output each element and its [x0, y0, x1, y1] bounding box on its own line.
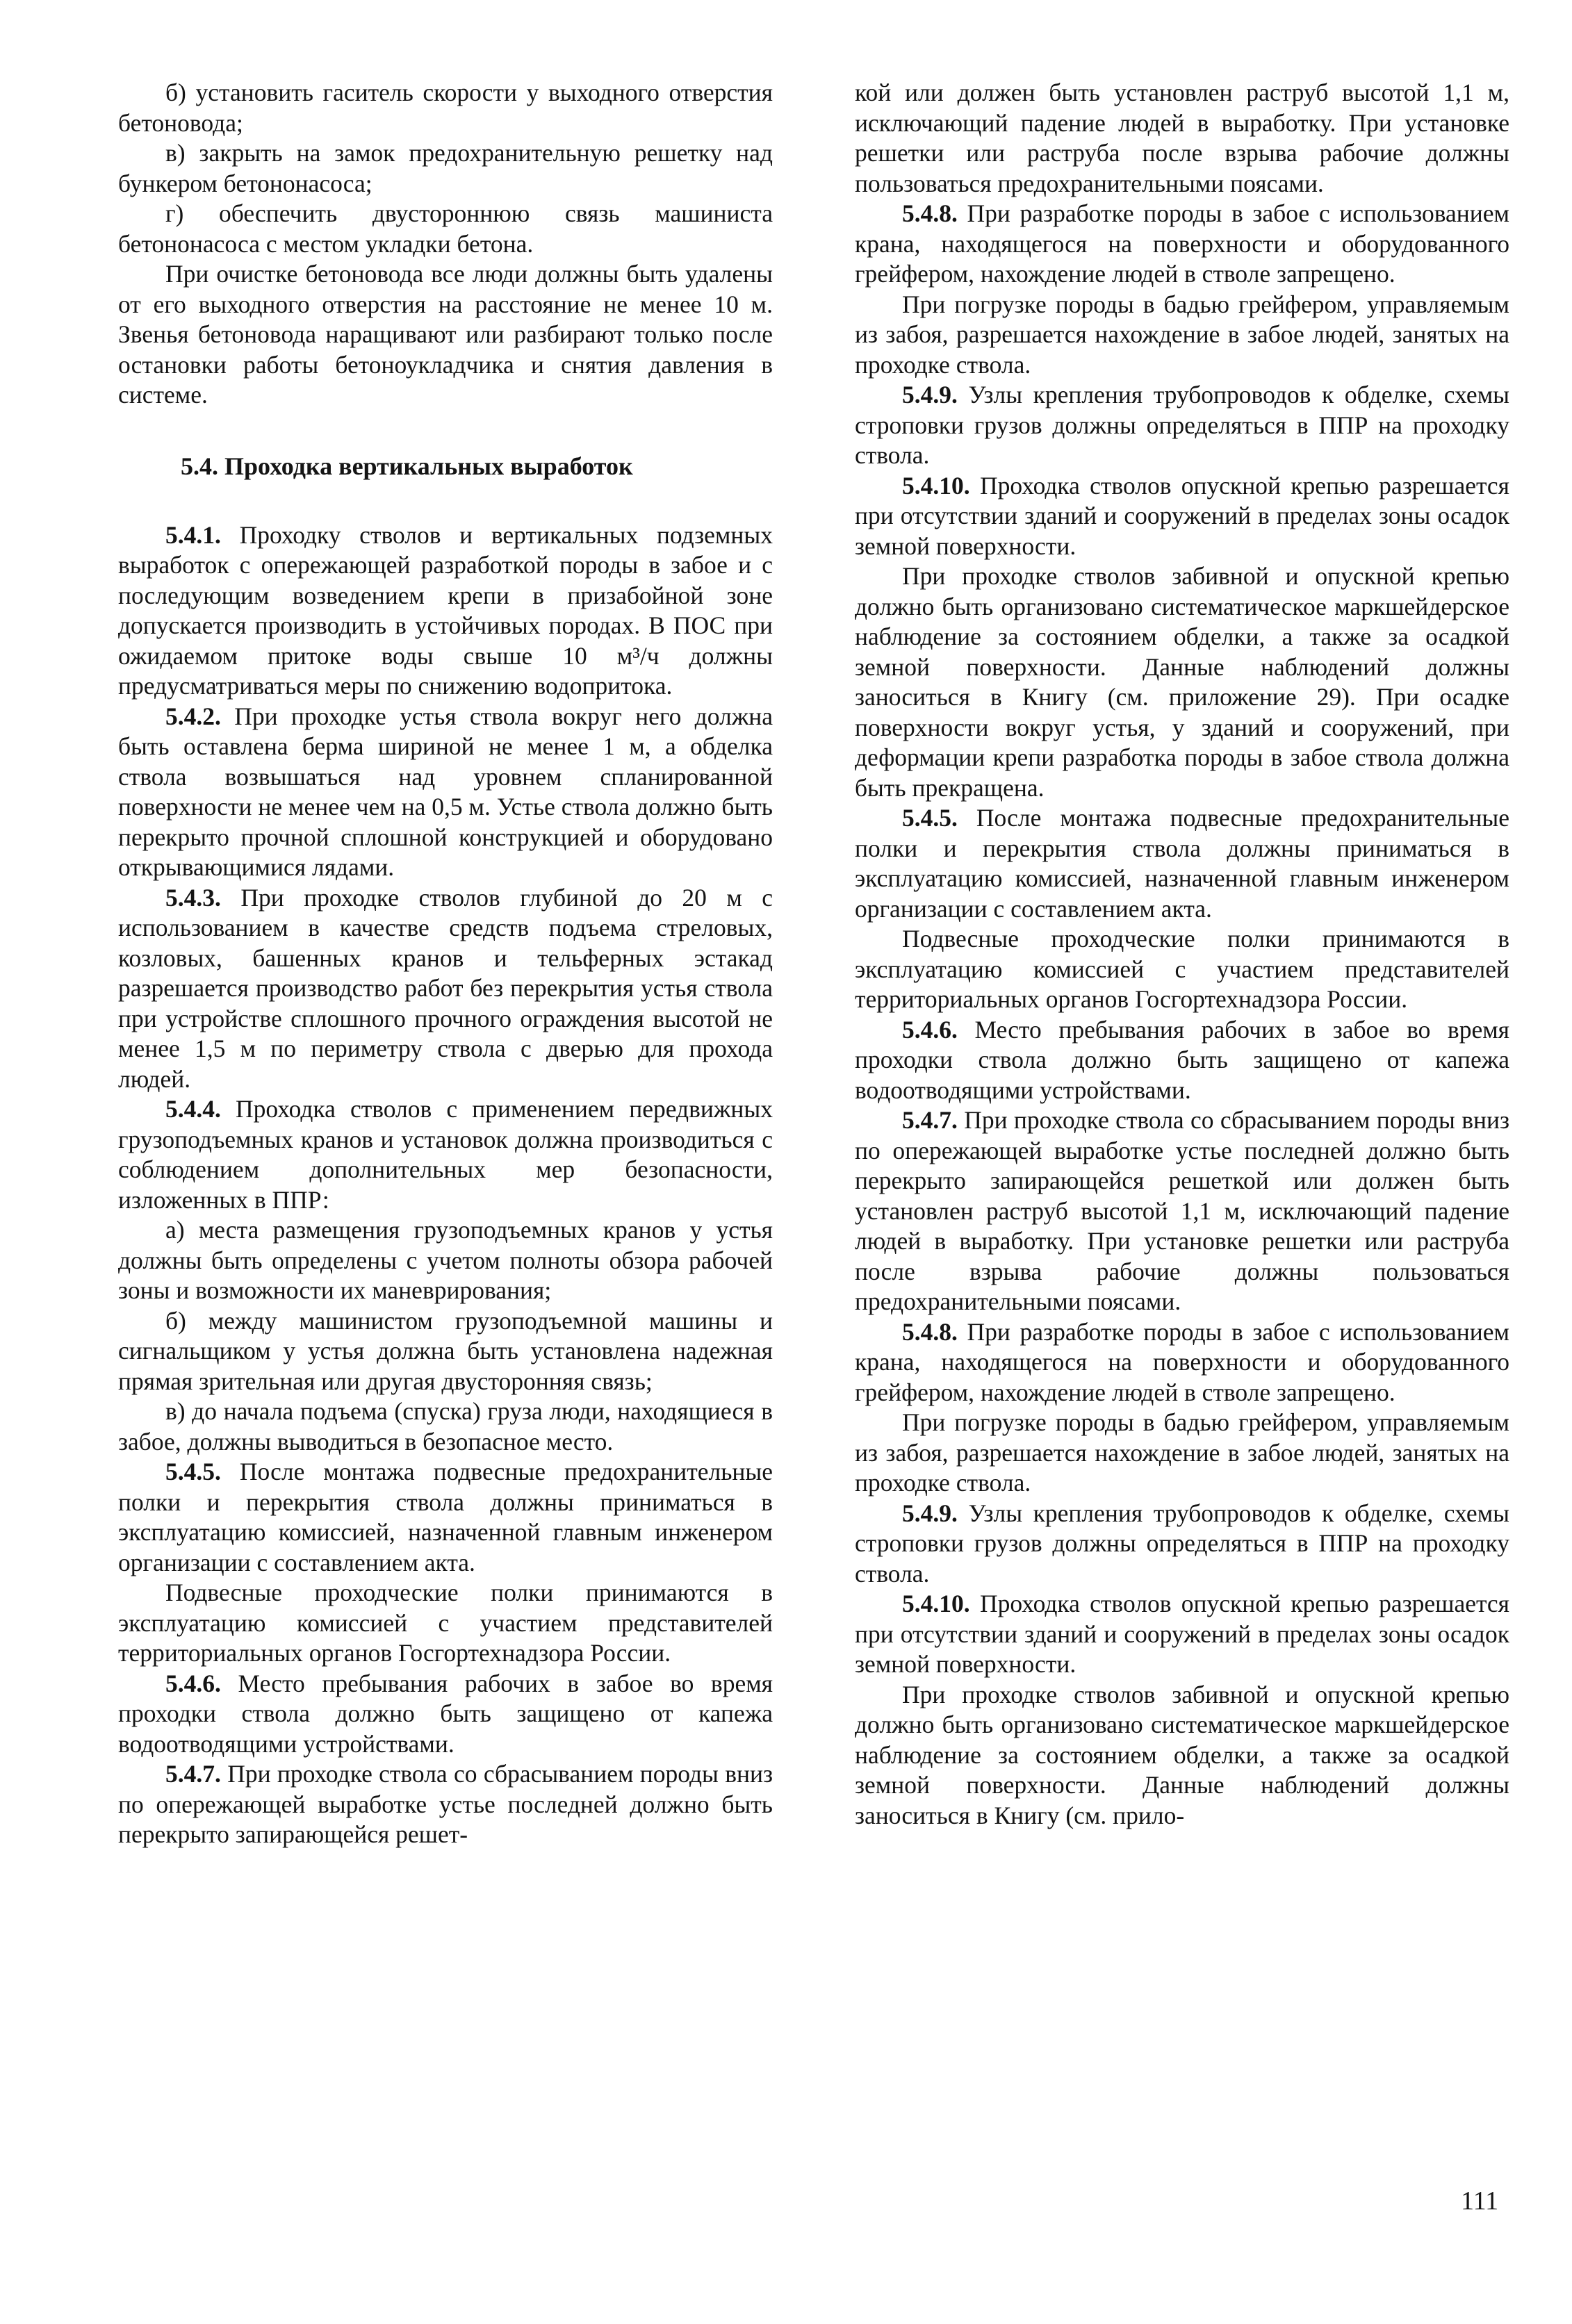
paragraph-text: а) места размещения грузоподъемных кранов у устья должны быть определены с учетом полноты обзора рабочей зоны и возможности их маневрирования;	[118, 1216, 773, 1304]
paragraph-text: При проходке стволов забивной и опускной крепью должно быть организовано систематическое маркшейдерское наблюдение за состоянием обделки, а также за осадкой земной поверхности. Данные наблюдений должны заноситься в Книгу (см. приложение 29). При осадке поверхности вокруг устья, у зданий и сооружений, при деформации крепи разработка породы в забое ствола должна быть прекращена.	[855, 562, 1509, 802]
paragraph-text: б) между машинистом грузоподъемной машины и сигнальщиком у устья должна быть установлена надежная прямая зрительная или другая двусторонняя связь;	[118, 1306, 773, 1395]
paragraph	[855, 1680, 1509, 1831]
paragraph	[118, 1215, 773, 1306]
clause-paragraph	[855, 803, 1509, 924]
clause-paragraph	[855, 199, 1509, 290]
clause-number: 5.4.7.	[165, 1760, 221, 1788]
paragraph-text: При проходке стволов забивной и опускной крепью должно быть организовано систематическое маркшейдерское наблюдение за состоянием обделки, а также за осадкой земной поверхности. Данные наблюдений должны заноситься в Книгу (см. прило-	[855, 1680, 1509, 1829]
clause-paragraph	[118, 1759, 773, 1850]
right-column	[855, 78, 1509, 1831]
clause-number: 5.4.5.	[902, 804, 958, 832]
section-heading: 5.4. Проходка вертикальных выработок	[181, 452, 633, 480]
paragraph-text: При разработке породы в забое с использованием крана, находящегося на поверхности и оборудованного грейфером, нахождение людей в стволе запрещено.	[855, 199, 1509, 288]
clause-number: 5.4.10.	[902, 471, 970, 500]
clause-paragraph	[118, 520, 773, 702]
clause-number: 5.4.6.	[165, 1669, 221, 1697]
clause-number: 5.4.7.	[902, 1106, 958, 1134]
paragraph: г) обеспечить двустороннюю связь машиниста бетононасоса с местом укладки бетона.	[118, 199, 773, 258]
paragraph-text: Проходка стволов с применением передвижных грузоподъемных кранов и установок должна производиться с соблюдением дополнительных мер безопасности, изложенных в ППР:	[118, 1095, 773, 1214]
paragraph-text: кой или должен быть установлен раструб высотой 1,1 м, исключающий падение людей в выработку. При установке решетки или раструба после взрыва рабочие должны пользоваться предохранительными поясами.	[855, 79, 1509, 197]
clause-paragraph	[855, 1589, 1509, 1680]
paragraph-text: Место пребывания рабочих в забое во время проходки ствола должно быть защищено от капежа водоотводящими устройствами.	[118, 1669, 773, 1758]
paragraph-text: При погрузке породы в бадью грейфером, управляемым из забоя, разрешается нахождение в забое людей, занятых на проходке ствола.	[855, 1408, 1509, 1497]
paragraph-text: При погрузке породы в бадью грейфером, управляемым из забоя, разрешается нахождение в забое людей, занятых на проходке ствола.	[855, 290, 1509, 379]
paragraph-text: При проходке устья ствола вокруг него должна быть оставлена берма шириной не менее 1 м, а обделка ствола возвышаться над уровнем спланированной поверхности не менее чем на 0,5 м. Устье ствола должно быть перекрыто прочной сплошной конструкцией и оборудовано открывающимися лядами.	[118, 702, 773, 881]
paragraph-text: При проходке ствола со сбрасыванием породы вниз по опережающей выработке устье последней должно быть перекрыто запирающейся решеткой или должен быть установлен раструб высотой 1,1 м, исключающий падение людей в выработку. При установке решетки или раструба после взрыва рабочие должны пользоваться предохранительными поясами.	[855, 1106, 1510, 1315]
paragraph	[855, 290, 1509, 381]
clause-number: 5.4.2.	[165, 702, 221, 730]
clause-paragraph	[855, 471, 1509, 562]
paragraph	[118, 1396, 773, 1457]
paragraph-text: Проходка стволов опускной крепью разрешается при отсутствии зданий и сооружений в пределах зоны осадок земной поверхности.	[855, 1590, 1509, 1678]
paragraph-text: Подвесные проходческие полки принимаются в эксплуатацию комиссией с участием представителей территориальных органов Госгортехнадзора России.	[855, 925, 1509, 1013]
paragraph-text: Узлы крепления трубопроводов к обделке, схемы строповки грузов должны определяться в ППР на проходку ствола.	[855, 381, 1510, 469]
paragraph	[855, 1408, 1509, 1499]
paragraph: При очистке бетоновода все люди должны быть удалены от его выходного отверстия на расстояние не менее 10 м. Звенья бетоновода наращивают или разбирают только после остановки работы бетоноукладчика и снятия давления в системе.	[118, 260, 773, 409]
clause-paragraph	[118, 1094, 773, 1215]
clause-paragraph	[118, 883, 773, 1095]
clause-paragraph	[855, 1015, 1509, 1106]
paragraph	[855, 78, 1509, 199]
clause-number: 5.4.10.	[902, 1590, 970, 1617]
clause-paragraph	[855, 1105, 1509, 1317]
left-clauses	[118, 520, 773, 1850]
clause-paragraph	[855, 380, 1509, 471]
clause-paragraph	[118, 1457, 773, 1578]
paragraph: в) закрыть на замок предохранительную решетку над бункером бетононасоса;	[118, 139, 773, 197]
paragraph: б) установить гаситель скорости у выходного отверстия бетоновода;	[118, 79, 773, 137]
clause-paragraph	[118, 702, 773, 883]
paragraph-text: Проходку стволов и вертикальных подземных выработок с опережающей разработкой породы в забое и с последующим возведением крепи в призабойной зоне допускается производить в устойчивых породах. В ПОС при ожидаемом притоке воды свыше 10 м³/ч должны предусматриваться меры по снижению водопритока.	[118, 520, 773, 700]
paragraph	[118, 1578, 773, 1669]
clause-paragraph	[855, 1317, 1509, 1408]
clause-number: 5.4.9.	[902, 1499, 958, 1527]
paragraph-text: После монтажа подвесные предохранительные полки и перекрытия ствола должны приниматься в эксплуатацию комиссией, назначенной главным инженером организации с составлением акта.	[118, 1458, 773, 1576]
paragraph-text: После монтажа подвесные предохранительные полки и перекрытия ствола должны приниматься в эксплуатацию комиссией, назначенной главным инженером организации с составлением акта.	[855, 804, 1510, 923]
clause-paragraph	[118, 1669, 773, 1760]
paragraph-text: При проходке ствола со сбрасыванием породы вниз по опережающей выработке устье последней должно быть перекрыто запирающейся решет-	[118, 1760, 773, 1848]
clause-number: 5.4.3.	[165, 883, 221, 912]
paragraph-text: При проходке стволов глубиной до 20 м с использованием в качестве средств подъема стреловых, козловых, башенных кранов и тельферных эстакад разрешается производство работ без перекрытия устья ствола при устройстве сплошного прочного ограждения высотой не менее 1,5 м по периметру ствола с дверью для прохода людей.	[118, 883, 773, 1093]
page-number: 111	[1461, 2186, 1499, 2216]
paragraph	[855, 561, 1509, 803]
right-clauses	[855, 78, 1509, 1831]
clause-number: 5.4.1.	[165, 520, 221, 549]
paragraph-text: в) до начала подъема (спуска) груза люди, находящиеся в забое, должны выводиться в безопасное место.	[118, 1397, 773, 1456]
left-column	[118, 78, 773, 1850]
clause-number: 5.4.4.	[165, 1095, 221, 1123]
paragraph	[855, 924, 1509, 1015]
paragraph-text: При разработке породы в забое с использованием крана, находящегося на поверхности и оборудованного грейфером, нахождение людей в стволе запрещено.	[855, 1317, 1509, 1406]
left-top-paragraphs	[118, 78, 773, 411]
clause-number: 5.4.8.	[902, 1317, 958, 1346]
paragraph-text: Подвесные проходческие полки принимаются в эксплуатацию комиссией с участием представителей территориальных органов Госгортехнадзора России.	[118, 1579, 773, 1667]
clause-number: 5.4.9.	[902, 381, 958, 409]
paragraph-text: Проходка стволов опускной крепью разрешается при отсутствии зданий и сооружений в пределах зоны осадок земной поверхности.	[855, 471, 1509, 560]
paragraph-text: Место пребывания рабочих в забое во время проходки ствола должно быть защищено от капежа водоотводящими устройствами.	[855, 1015, 1509, 1104]
paragraph	[118, 1306, 773, 1397]
clause-number: 5.4.6.	[902, 1015, 958, 1044]
paragraph-text: Узлы крепления трубопроводов к обделке, схемы строповки грузов должны определяться в ППР на проходку ствола.	[855, 1499, 1510, 1588]
clause-number: 5.4.8.	[902, 199, 958, 227]
clause-number: 5.4.5.	[165, 1458, 221, 1485]
clause-paragraph	[855, 1499, 1509, 1590]
